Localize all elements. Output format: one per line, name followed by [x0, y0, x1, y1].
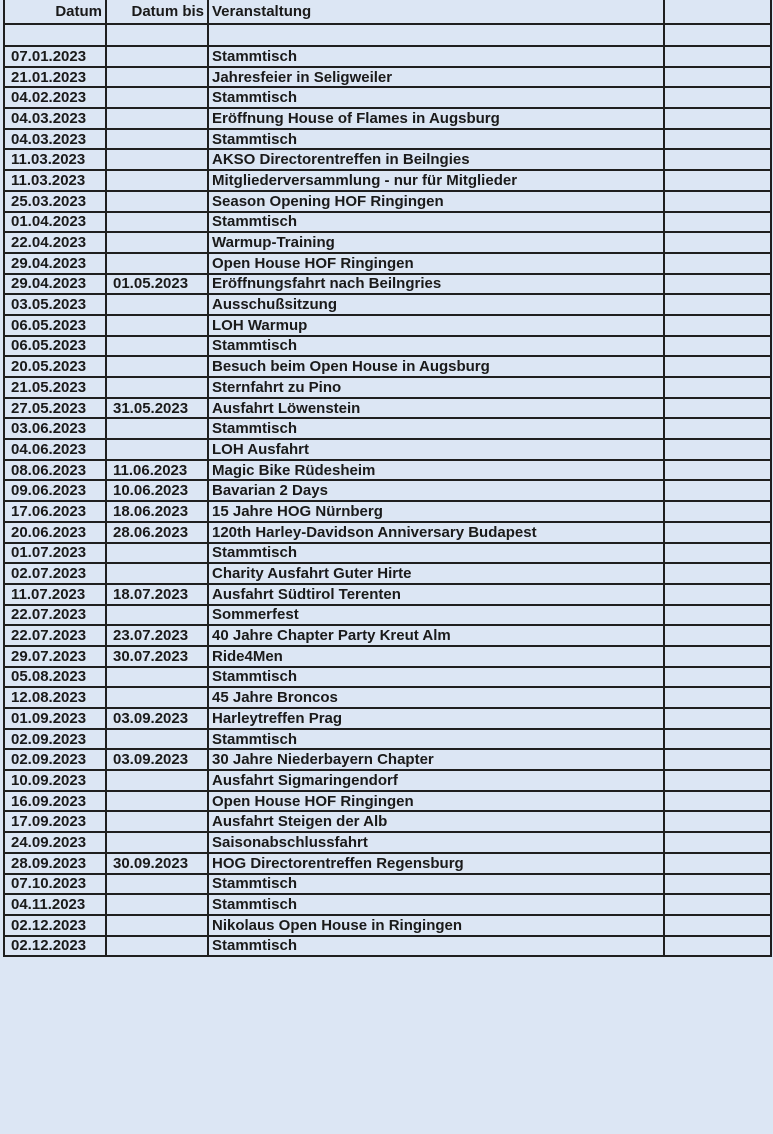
cell-extra[interactable]	[664, 811, 771, 832]
cell-datum[interactable]: 06.05.2023	[4, 315, 106, 336]
cell-datum-bis[interactable]: 03.09.2023	[106, 708, 208, 729]
cell-datum[interactable]: 04.11.2023	[4, 894, 106, 915]
cell-veranstaltung[interactable]: Sternfahrt zu Pino	[208, 377, 664, 398]
cell-extra[interactable]	[664, 87, 771, 108]
cell-datum-bis[interactable]	[106, 811, 208, 832]
cell-datum[interactable]: 21.05.2023	[4, 377, 106, 398]
table-row	[4, 667, 771, 688]
cell-veranstaltung[interactable]: LOH Warmup	[208, 315, 664, 336]
table-row	[4, 543, 771, 564]
cell-veranstaltung[interactable]: LOH Ausfahrt	[208, 439, 664, 460]
cell-datum-bis[interactable]	[106, 67, 208, 88]
cell-datum-bis[interactable]	[106, 936, 208, 957]
cell-datum-bis[interactable]: 10.06.2023	[106, 480, 208, 501]
table-row	[4, 170, 771, 191]
cell-datum[interactable]: 25.03.2023	[4, 191, 106, 212]
table-header-row	[4, 0, 771, 24]
cell-datum[interactable]: 22.07.2023	[4, 605, 106, 626]
cell-extra[interactable]	[664, 646, 771, 667]
cell-datum-bis[interactable]	[106, 874, 208, 895]
cell-extra[interactable]	[664, 687, 771, 708]
cell-veranstaltung[interactable]: Charity Ausfahrt Guter Hirte	[208, 563, 664, 584]
table-row	[4, 274, 771, 295]
cell-extra[interactable]	[664, 832, 771, 853]
cell-veranstaltung[interactable]: Bavarian 2 Days	[208, 480, 664, 501]
cell-extra[interactable]	[664, 605, 771, 626]
cell-extra[interactable]	[664, 418, 771, 439]
table-row	[4, 894, 771, 915]
table-row	[4, 232, 771, 253]
cell-veranstaltung[interactable]: Ausschußsitzung	[208, 294, 664, 315]
cell-datum[interactable]: 04.02.2023	[4, 87, 106, 108]
cell-veranstaltung[interactable]: Stammtisch	[208, 874, 664, 895]
table-row	[4, 377, 771, 398]
cell-datum[interactable]: 21.01.2023	[4, 67, 106, 88]
cell-datum[interactable]: 08.06.2023	[4, 460, 106, 481]
cell-datum[interactable]: 04.03.2023	[4, 108, 106, 129]
table-row	[4, 936, 771, 957]
cell-datum-bis[interactable]	[106, 667, 208, 688]
blank-row	[4, 24, 771, 46]
cell-datum[interactable]: 09.06.2023	[4, 480, 106, 501]
cell-datum[interactable]: 28.09.2023	[4, 853, 106, 874]
cell-datum[interactable]: 29.04.2023	[4, 274, 106, 295]
cell-datum-bis[interactable]	[106, 336, 208, 357]
table-row	[4, 480, 771, 501]
cell-datum-bis[interactable]: 28.06.2023	[106, 522, 208, 543]
cell-datum[interactable]: 04.03.2023	[4, 129, 106, 150]
cell-datum[interactable]: 17.06.2023	[4, 501, 106, 522]
cell-datum-bis[interactable]	[106, 915, 208, 936]
cell-datum-bis[interactable]	[106, 87, 208, 108]
table-row	[4, 749, 771, 770]
cell-extra[interactable]	[664, 191, 771, 212]
table-row	[4, 253, 771, 274]
cell-extra[interactable]	[664, 584, 771, 605]
cell-datum[interactable]: 22.07.2023	[4, 625, 106, 646]
table-row	[4, 501, 771, 522]
event-table	[3, 0, 772, 957]
cell-extra[interactable]	[664, 377, 771, 398]
cell-datum-bis[interactable]	[106, 439, 208, 460]
cell-veranstaltung[interactable]: 120th Harley-Davidson Anniversary Budapest	[208, 522, 664, 543]
table-row	[4, 832, 771, 853]
cell-veranstaltung[interactable]: Stammtisch	[208, 336, 664, 357]
cell-datum[interactable]: 22.04.2023	[4, 232, 106, 253]
cell-veranstaltung[interactable]: Harleytreffen Prag	[208, 708, 664, 729]
cell-datum-bis[interactable]	[106, 149, 208, 170]
cell-veranstaltung[interactable]: Jahresfeier in Seligweiler	[208, 67, 664, 88]
cell-extra[interactable]	[664, 315, 771, 336]
cell-datum[interactable]: 02.12.2023	[4, 936, 106, 957]
table-row	[4, 605, 771, 626]
cell-datum[interactable]: 02.09.2023	[4, 749, 106, 770]
cell-veranstaltung[interactable]: 40 Jahre Chapter Party Kreut Alm	[208, 625, 664, 646]
cell-datum[interactable]: 11.07.2023	[4, 584, 106, 605]
cell-extra[interactable]	[664, 336, 771, 357]
cell-veranstaltung[interactable]: 30 Jahre Niederbayern Chapter	[208, 749, 664, 770]
cell-veranstaltung[interactable]: Saisonabschlussfahrt	[208, 832, 664, 853]
cell-extra[interactable]	[664, 791, 771, 812]
cell-veranstaltung[interactable]: Besuch beim Open House in Augsburg	[208, 356, 664, 377]
cell-extra[interactable]	[664, 770, 771, 791]
cell-veranstaltung[interactable]: Stammtisch	[208, 729, 664, 750]
table-row	[4, 67, 771, 88]
cell-datum-bis[interactable]	[106, 315, 208, 336]
cell-datum-bis[interactable]	[106, 832, 208, 853]
cell-extra[interactable]	[664, 398, 771, 419]
cell-datum[interactable]: 29.04.2023	[4, 253, 106, 274]
cell-extra[interactable]	[664, 667, 771, 688]
cell-datum[interactable]: 07.10.2023	[4, 874, 106, 895]
cell-datum[interactable]: 29.07.2023	[4, 646, 106, 667]
header-datum[interactable]: Datum	[4, 0, 106, 24]
cell-datum-bis[interactable]: 11.06.2023	[106, 460, 208, 481]
table-cell[interactable]	[106, 24, 208, 46]
cell-datum-bis[interactable]	[106, 253, 208, 274]
cell-datum[interactable]: 01.09.2023	[4, 708, 106, 729]
cell-extra[interactable]	[664, 501, 771, 522]
cell-extra[interactable]	[664, 749, 771, 770]
cell-veranstaltung[interactable]: Ausfahrt Sigmaringendorf	[208, 770, 664, 791]
cell-extra[interactable]	[664, 625, 771, 646]
header-veranstaltung[interactable]: Veranstaltung	[208, 0, 664, 24]
table-cell[interactable]	[4, 24, 106, 46]
cell-extra[interactable]	[664, 874, 771, 895]
cell-veranstaltung[interactable]: Stammtisch	[208, 543, 664, 564]
table-row	[4, 129, 771, 150]
cell-datum-bis[interactable]	[106, 791, 208, 812]
cell-datum-bis[interactable]	[106, 543, 208, 564]
cell-veranstaltung[interactable]: Stammtisch	[208, 87, 664, 108]
cell-veranstaltung[interactable]: Nikolaus Open House in Ringingen	[208, 915, 664, 936]
cell-extra[interactable]	[664, 708, 771, 729]
cell-veranstaltung[interactable]: Stammtisch	[208, 667, 664, 688]
cell-datum-bis[interactable]	[106, 687, 208, 708]
table-row	[4, 729, 771, 750]
cell-veranstaltung[interactable]: Open House HOF Ringingen	[208, 253, 664, 274]
cell-veranstaltung[interactable]: Magic Bike Rüdesheim	[208, 460, 664, 481]
table-row	[4, 398, 771, 419]
cell-datum-bis[interactable]	[106, 46, 208, 67]
table-cell[interactable]	[208, 24, 664, 46]
cell-extra[interactable]	[664, 356, 771, 377]
cell-datum-bis[interactable]	[106, 212, 208, 233]
cell-datum[interactable]: 03.05.2023	[4, 294, 106, 315]
cell-datum-bis[interactable]: 30.09.2023	[106, 853, 208, 874]
cell-veranstaltung[interactable]: HOG Directorentreffen Regensburg	[208, 853, 664, 874]
header-datum-bis[interactable]: Datum bis	[106, 0, 208, 24]
cell-datum[interactable]: 17.09.2023	[4, 811, 106, 832]
table-row	[4, 418, 771, 439]
table-row	[4, 46, 771, 67]
cell-datum[interactable]: 05.08.2023	[4, 667, 106, 688]
cell-extra[interactable]	[664, 170, 771, 191]
table-row	[4, 811, 771, 832]
cell-datum[interactable]: 04.06.2023	[4, 439, 106, 460]
cell-veranstaltung[interactable]: Stammtisch	[208, 936, 664, 957]
cell-veranstaltung[interactable]: Season Opening HOF Ringingen	[208, 191, 664, 212]
cell-extra[interactable]	[664, 729, 771, 750]
cell-datum-bis[interactable]	[106, 232, 208, 253]
cell-veranstaltung[interactable]: Warmup-Training	[208, 232, 664, 253]
cell-datum-bis[interactable]: 31.05.2023	[106, 398, 208, 419]
cell-extra[interactable]	[664, 294, 771, 315]
cell-datum[interactable]: 16.09.2023	[4, 791, 106, 812]
cell-datum[interactable]: 01.07.2023	[4, 543, 106, 564]
cell-extra[interactable]	[664, 894, 771, 915]
table-row	[4, 439, 771, 460]
table-row	[4, 294, 771, 315]
table-row	[4, 522, 771, 543]
cell-datum[interactable]: 24.09.2023	[4, 832, 106, 853]
cell-veranstaltung[interactable]: AKSO Directorentreffen in Beilngies	[208, 149, 664, 170]
table-row	[4, 563, 771, 584]
cell-datum[interactable]: 01.04.2023	[4, 212, 106, 233]
table-row	[4, 625, 771, 646]
cell-datum[interactable]: 03.06.2023	[4, 418, 106, 439]
cell-datum-bis[interactable]	[106, 170, 208, 191]
table-row	[4, 460, 771, 481]
cell-veranstaltung[interactable]: Stammtisch	[208, 894, 664, 915]
header-extra[interactable]	[664, 0, 771, 24]
cell-datum[interactable]: 11.03.2023	[4, 170, 106, 191]
table-row	[4, 336, 771, 357]
cell-extra[interactable]	[664, 439, 771, 460]
cell-extra[interactable]	[664, 253, 771, 274]
cell-veranstaltung[interactable]: 15 Jahre HOG Nürnberg	[208, 501, 664, 522]
table-row	[4, 874, 771, 895]
cell-extra[interactable]	[664, 853, 771, 874]
cell-datum-bis[interactable]	[106, 894, 208, 915]
cell-datum[interactable]: 02.12.2023	[4, 915, 106, 936]
cell-datum[interactable]: 12.08.2023	[4, 687, 106, 708]
cell-veranstaltung[interactable]: Ride4Men	[208, 646, 664, 667]
cell-datum[interactable]: 06.05.2023	[4, 336, 106, 357]
cell-extra[interactable]	[664, 480, 771, 501]
cell-datum-bis[interactable]	[106, 356, 208, 377]
cell-datum-bis[interactable]	[106, 563, 208, 584]
cell-datum[interactable]: 20.06.2023	[4, 522, 106, 543]
cell-extra[interactable]	[664, 108, 771, 129]
cell-extra[interactable]	[664, 149, 771, 170]
table-row	[4, 708, 771, 729]
cell-veranstaltung[interactable]: 45 Jahre Broncos	[208, 687, 664, 708]
table-row	[4, 149, 771, 170]
cell-datum-bis[interactable]	[106, 108, 208, 129]
cell-veranstaltung[interactable]: Stammtisch	[208, 46, 664, 67]
cell-extra[interactable]	[664, 274, 771, 295]
cell-extra[interactable]	[664, 232, 771, 253]
cell-datum[interactable]: 27.05.2023	[4, 398, 106, 419]
cell-extra[interactable]	[664, 460, 771, 481]
cell-veranstaltung[interactable]: Eröffnung House of Flames in Augsburg	[208, 108, 664, 129]
cell-datum-bis[interactable]: 18.06.2023	[106, 501, 208, 522]
table-row	[4, 87, 771, 108]
cell-datum-bis[interactable]	[106, 770, 208, 791]
table-row	[4, 315, 771, 336]
cell-datum-bis[interactable]	[106, 129, 208, 150]
cell-datum-bis[interactable]	[106, 191, 208, 212]
cell-datum[interactable]: 02.09.2023	[4, 729, 106, 750]
cell-veranstaltung[interactable]: Open House HOF Ringingen	[208, 791, 664, 812]
cell-datum-bis[interactable]	[106, 294, 208, 315]
cell-veranstaltung[interactable]: Eröffnungsfahrt nach Beilngries	[208, 274, 664, 295]
cell-extra[interactable]	[664, 915, 771, 936]
table-row	[4, 646, 771, 667]
cell-extra[interactable]	[664, 563, 771, 584]
cell-datum[interactable]: 11.03.2023	[4, 149, 106, 170]
cell-veranstaltung[interactable]: Stammtisch	[208, 129, 664, 150]
cell-datum[interactable]: 20.05.2023	[4, 356, 106, 377]
cell-extra[interactable]	[664, 67, 771, 88]
cell-datum-bis[interactable]: 01.05.2023	[106, 274, 208, 295]
cell-datum[interactable]: 07.01.2023	[4, 46, 106, 67]
cell-datum-bis[interactable]: 03.09.2023	[106, 749, 208, 770]
cell-veranstaltung[interactable]: Stammtisch	[208, 418, 664, 439]
cell-veranstaltung[interactable]: Stammtisch	[208, 212, 664, 233]
cell-datum-bis[interactable]: 30.07.2023	[106, 646, 208, 667]
table-row	[4, 853, 771, 874]
cell-veranstaltung[interactable]: Ausfahrt Südtirol Terenten	[208, 584, 664, 605]
table-row	[4, 584, 771, 605]
cell-datum-bis[interactable]	[106, 418, 208, 439]
cell-datum-bis[interactable]: 23.07.2023	[106, 625, 208, 646]
cell-datum-bis[interactable]	[106, 605, 208, 626]
table-cell[interactable]	[664, 24, 771, 46]
table-row	[4, 687, 771, 708]
cell-veranstaltung[interactable]: Ausfahrt Steigen der Alb	[208, 811, 664, 832]
cell-veranstaltung[interactable]: Mitgliederversammlung - nur für Mitglieder	[208, 170, 664, 191]
cell-datum-bis[interactable]	[106, 729, 208, 750]
cell-datum-bis[interactable]	[106, 377, 208, 398]
cell-veranstaltung[interactable]: Sommerfest	[208, 605, 664, 626]
table-row	[4, 791, 771, 812]
table-row	[4, 191, 771, 212]
cell-extra[interactable]	[664, 129, 771, 150]
cell-datum[interactable]: 02.07.2023	[4, 563, 106, 584]
cell-extra[interactable]	[664, 543, 771, 564]
cell-extra[interactable]	[664, 212, 771, 233]
cell-veranstaltung[interactable]: Ausfahrt Löwenstein	[208, 398, 664, 419]
table-row	[4, 915, 771, 936]
table-row	[4, 212, 771, 233]
cell-datum[interactable]: 10.09.2023	[4, 770, 106, 791]
table-row	[4, 770, 771, 791]
cell-extra[interactable]	[664, 936, 771, 957]
cell-extra[interactable]	[664, 522, 771, 543]
cell-datum-bis[interactable]: 18.07.2023	[106, 584, 208, 605]
table-row	[4, 108, 771, 129]
table-row	[4, 356, 771, 377]
cell-extra[interactable]	[664, 46, 771, 67]
